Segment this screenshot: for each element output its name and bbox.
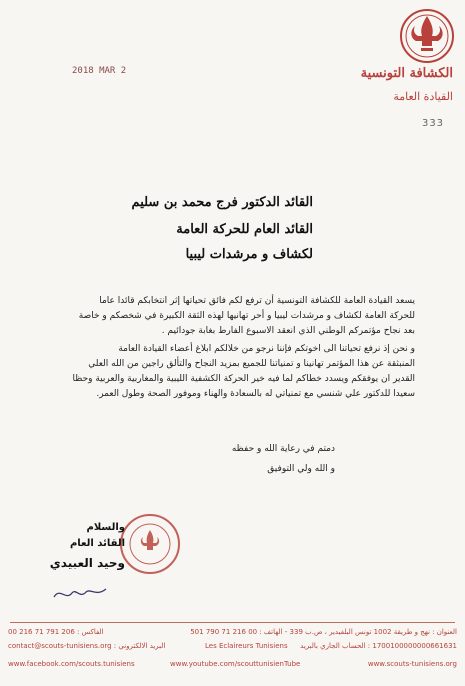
signature-name: وحيد العبيدي: [49, 556, 125, 570]
date-stamp: 2018 MAR 2: [72, 66, 127, 76]
body-line: سعيدا للدكتور علي شنسي مع تمنياتي له بالسعادة والهناء وموفور الصحة وطول العمر.: [96, 389, 415, 399]
scout-emblem-icon: [398, 6, 456, 72]
closing-line: و الله ولي التوفيق: [267, 464, 335, 474]
footer-facebook-link[interactable]: www.facebook.com/scouts.tunisiens: [8, 660, 135, 668]
body-line: و نحن إذ نرفع تحياتنا الى اخوتكم فإننا نرجو من خلالكم ابلاغ أعضاء القيادة العامة: [118, 344, 415, 354]
footer-divider: [10, 622, 455, 623]
body-line: المنبثقة عن هذا المؤتمر تهانينا و تمنياتنا للجميع بمزيد النجاح والتألق راجين من الله العلي: [88, 359, 415, 369]
body-line: بعد نجاح مؤتمركم الوطني الذي انعقد الاسبوع الفارط بغابة جودائيم .: [161, 326, 415, 336]
recipient-name: القائد الدكتور فرج محمد بن سليم: [131, 195, 313, 210]
footer-fax: 00 216 71 791 206 : الفاكس: [8, 628, 104, 636]
org-name: الكشافة التونسية: [360, 66, 453, 81]
footer-address: العنوان : نهج و طريقة 1002 تونس البلفيدير ، ص.ب 339 - الهاتف : 00 216 71 790 501: [190, 628, 457, 636]
official-stamp-icon: [118, 512, 182, 576]
body-line: للحركة العامة لكشاف و مرشدات ليبيا و أحر تهانيها لهذه الثقة الكبيرة في شخصكم و خاصة: [78, 311, 415, 321]
signature-salutation: والسلام: [86, 522, 125, 533]
handwritten-signature: [50, 583, 110, 605]
body-line: يسعد القيادة العامة للكشافة التونسية أن ترفع لكم فائق تحياتها إثر انتخابكم قائدا عاما: [99, 296, 415, 306]
signature-title: القائد العام: [69, 538, 125, 549]
body-line: القدير ان يوفقكم ويسدد خطاكم لما فيه خير الحركة الكشفية الليبية والمغاربية والعربية وحظا: [72, 374, 415, 384]
recipient-title: القائد العام للحركة العامة: [176, 222, 313, 237]
footer-org-french: Les Eclaireurs Tunisiens: [205, 642, 288, 650]
org-subtitle: القيادة العامة: [393, 90, 453, 103]
footer-website-link[interactable]: www.scouts-tunisiens.org: [367, 660, 457, 668]
recipient-org: لكشاف و مرشدات ليبيا: [185, 247, 313, 262]
footer-email: contact@scouts-tunisiens.org : البريد الالكتروني: [8, 642, 166, 650]
footer-youtube-link[interactable]: www.youtube.com/scouttunisienTube: [170, 660, 301, 668]
footer-bank-account: 1700100000000661631 : الحساب الجاري بالبريد: [300, 642, 457, 650]
closing-line: دمتم في رعاية الله و حفظه: [231, 444, 335, 454]
reference-number: 333: [421, 118, 445, 129]
